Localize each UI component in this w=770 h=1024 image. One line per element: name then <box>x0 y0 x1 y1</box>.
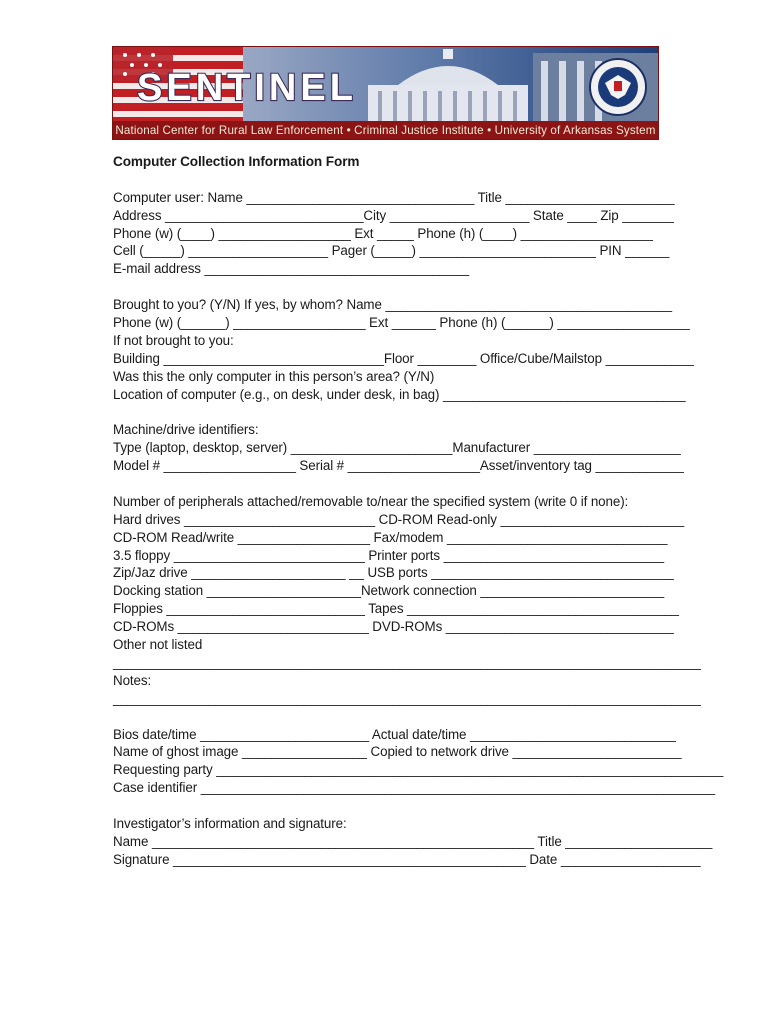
form-line-location: Location of computer (e.g., on desk, under desk, in bag) _________________________________ <box>113 386 686 402</box>
form-line-floppy: 3.5 floppy __________________________ Printer ports ______________________________ <box>113 547 665 563</box>
form-line-other: Other not listed <box>113 637 203 653</box>
form-line-notes-blank: ________________________________________________________________________________ <box>113 690 701 706</box>
form-line-zip: Zip/Jaz drive _____________________ __ USB ports _________________________________ <box>113 565 674 581</box>
form-line-model: Model # __________________ Serial # __________________Asset/inventory tag ____________ <box>113 458 684 474</box>
banner-artwork <box>113 47 658 121</box>
banner-tagline-strip <box>113 121 658 139</box>
form-line-only-computer: Was this the only computer in this person’s area? (Y/N) <box>113 368 435 384</box>
sentinel-wordmark: SENTINEL <box>137 67 357 109</box>
form-line-email: E-mail address ____________________________________ <box>113 261 470 277</box>
collection-form <box>113 153 724 869</box>
form-line-blank <box>113 403 658 421</box>
form-line-building: Building ______________________________Floor ________ Office/Cube/Mailstop ____________ <box>113 350 694 366</box>
form-line-blank <box>113 797 658 815</box>
form-line-user: Computer user: Name _______________________________ Title _______________________ <box>113 189 675 205</box>
sentinel-banner <box>112 46 659 140</box>
form-line-docking: Docking station _____________________Network connection _________________________ <box>113 583 665 599</box>
form-line-notes: Notes: <box>113 672 152 688</box>
form-line-other-blank: ________________________________________________________________________________ <box>113 654 701 670</box>
dhs-seal-icon <box>590 59 646 115</box>
form-line-cell: Cell (_____) ___________________ Pager (_____) ________________________ PIN ______ <box>113 243 670 259</box>
spacer <box>113 171 658 189</box>
form-line-ghost: Name of ghost image _________________ Copied to network drive _______________________ <box>113 744 682 760</box>
banner-tagline: National Center for Rural Law Enforcement • Criminal Justice Institute • University of Arkansas System <box>115 123 656 137</box>
form-line-floppies: Floppies ___________________________ Tapes _____________________________________ <box>113 601 679 617</box>
form-line-requesting: Requesting party _____________________________________________________________________ <box>113 762 724 778</box>
form-line-peripherals: Number of peripherals attached/removable to/near the specified system (write 0 if none): <box>113 493 629 509</box>
form-line-cdroms: CD-ROMs __________________________ DVD-ROMs _______________________________ <box>113 619 674 635</box>
form-line-bios: Bios date/time _______________________ Actual date/time ____________________________ <box>113 726 676 742</box>
form-line-investigator: Investigator’s information and signature: <box>113 815 347 831</box>
form-line-blank <box>113 475 658 493</box>
form-title: Computer Collection Information Form <box>113 154 360 169</box>
form-line-blank <box>113 708 658 726</box>
form-line-blank <box>113 278 658 296</box>
form-line-address: Address ___________________________City ___________________ State ____ Zip _______ <box>113 207 674 223</box>
form-line-brought-phone: Phone (w) (______) __________________ Ext ______ Phone (h) (______) __________________ <box>113 315 690 331</box>
form-line-case: Case identifier ______________________________________________________________________ <box>113 780 716 796</box>
form-line-cdrom-rw: CD-ROM Read/write __________________ Fax/modem ______________________________ <box>113 529 668 545</box>
form-line-signature: Signature ________________________________________________ Date ___________________ <box>113 851 701 867</box>
form-line-type: Type (laptop, desktop, server) ______________________Manufacturer ____________________ <box>113 440 681 456</box>
form-line-phone: Phone (w) (____) __________________ Ext _____ Phone (h) (____) __________________ <box>113 225 653 241</box>
form-line-identifiers: Machine/drive identifiers: <box>113 422 259 438</box>
form-line-inv-name: Name ____________________________________________________ Title ____________________ <box>113 833 713 849</box>
form-line-brought: Brought to you? (Y/N) If yes, by whom? Name _______________________________________ <box>113 297 672 313</box>
form-line-not-brought: If not brought to you: <box>113 332 234 348</box>
form-line-hard-drives: Hard drives __________________________ CD-ROM Read-only _________________________ <box>113 511 685 527</box>
